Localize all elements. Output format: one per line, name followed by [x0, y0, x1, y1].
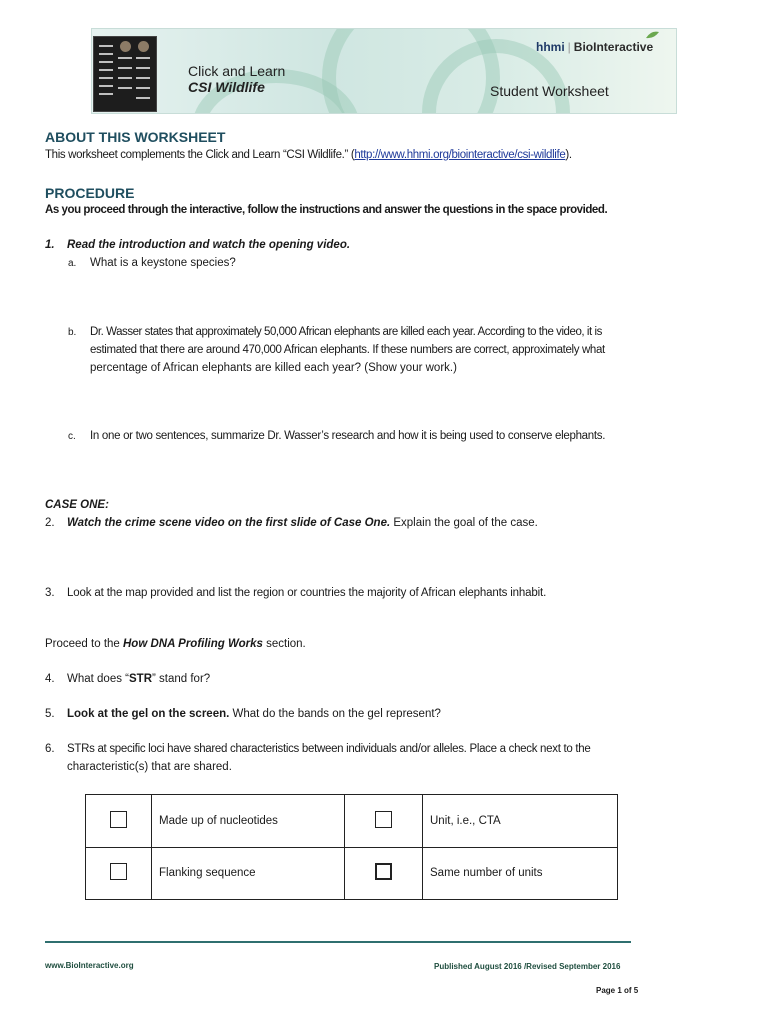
q2-number: 2.: [45, 517, 55, 529]
logo-leaf-icon: [645, 30, 661, 43]
procedure-intro: As you proceed through the interactive, follow the instructions and answer the questions in the space provided.: [45, 204, 608, 216]
characteristic-flanking: Flanking sequence: [152, 847, 345, 900]
footer-website[interactable]: www.BioInteractive.org: [45, 961, 134, 970]
q1-title: Read the introduction and watch the opening video.: [67, 239, 351, 251]
banner-title-line2: CSI Wildlife: [188, 79, 265, 95]
table-row: [86, 795, 618, 848]
checkbox-cell: [86, 795, 152, 848]
proceed-section-name: How DNA Profiling Works: [123, 638, 263, 650]
logo-name: BioInteractive: [573, 40, 654, 54]
logo-separator: |: [567, 40, 571, 54]
logo-hhmi: hhmi: [536, 40, 565, 54]
q6-number: 6.: [45, 743, 55, 755]
flanking-checkbox[interactable]: [110, 863, 127, 880]
q4-number: 4.: [45, 673, 55, 685]
characteristic-unit: Unit, i.e., CTA: [423, 795, 618, 848]
biointeractive-logo: [536, 40, 653, 54]
banner-title-line1: Click and Learn: [188, 63, 286, 79]
unit-checkbox[interactable]: [375, 811, 392, 828]
units-count-checkbox[interactable]: [375, 863, 392, 880]
q6-line1: STRs at specific loci have shared characteristics between individuals and/or alleles. Place a check next to the: [67, 743, 591, 755]
checkbox-cell: [345, 847, 423, 900]
q6-line2: characteristic(s) that are shared.: [67, 761, 232, 773]
proceed-before: Proceed to the: [45, 638, 123, 650]
q4-after: ” stand for?: [152, 673, 211, 685]
nucleotides-checkbox[interactable]: [110, 811, 127, 828]
footer-published: Published August 2016 /Revised September 2016: [434, 962, 621, 971]
table-row: [86, 847, 618, 900]
q2-rest: Explain the goal of the case.: [390, 517, 538, 529]
q5-bold: Look at the gel on the screen.: [67, 708, 230, 720]
q4-text: [67, 673, 210, 685]
q4-before: What does “: [67, 673, 129, 685]
q5-text: [67, 708, 441, 720]
q4-str: STR: [129, 673, 152, 685]
interactive-thumbnail: [93, 36, 157, 112]
procedure-heading: PROCEDURE: [45, 185, 135, 201]
q5-number: 5.: [45, 708, 55, 720]
q1c-label: c.: [68, 431, 76, 442]
csi-wildlife-link[interactable]: http://www.hhmi.org/biointeractive/csi-wildlife: [354, 149, 566, 161]
document-type: Student Worksheet: [490, 83, 609, 99]
q1b-line3: percentage of African elephants are killed each year? (Show your work.): [90, 362, 457, 374]
about-text-after: ).: [565, 149, 572, 161]
q1-number: 1.: [45, 239, 55, 251]
about-heading: ABOUT THIS WORKSHEET: [45, 129, 226, 145]
q1b-label: b.: [68, 327, 77, 338]
footer-divider: [45, 941, 631, 943]
characteristic-units-count: Same number of units: [423, 847, 618, 900]
q1b-line2: estimated that there are around 470,000 African elephants. If these numbers are correct, approximately what: [90, 344, 605, 356]
about-text-before: This worksheet complements the Click and Learn “CSI Wildlife.” (: [45, 149, 355, 161]
case-one-label: CASE ONE:: [45, 499, 109, 511]
q1c-text: In one or two sentences, summarize Dr. Wasser’s research and how it is being used to conserve elephants.: [90, 430, 606, 442]
q2-text: [67, 517, 538, 529]
about-text: [45, 149, 572, 161]
q1b-line1: Dr. Wasser states that approximately 50,000 African elephants are killed each year. According to the video, it is: [90, 326, 602, 338]
proceed-text: [45, 638, 306, 650]
characteristics-checklist: [85, 794, 618, 900]
q3-number: 3.: [45, 587, 55, 599]
checkbox-cell: [345, 795, 423, 848]
checkbox-cell: [86, 847, 152, 900]
q3-text: Look at the map provided and list the region or countries the majority of African elephants inhabit.: [67, 587, 547, 599]
characteristic-nucleotides: Made up of nucleotides: [152, 795, 345, 848]
proceed-after: section.: [262, 638, 306, 650]
q1a-text: What is a keystone species?: [90, 257, 236, 269]
q2-bold: Watch the crime scene video on the first slide of Case One.: [67, 517, 391, 529]
page-number: Page 1 of 5: [596, 986, 639, 995]
q1a-label: a.: [68, 258, 77, 269]
q5-rest: What do the bands on the gel represent?: [229, 708, 441, 720]
